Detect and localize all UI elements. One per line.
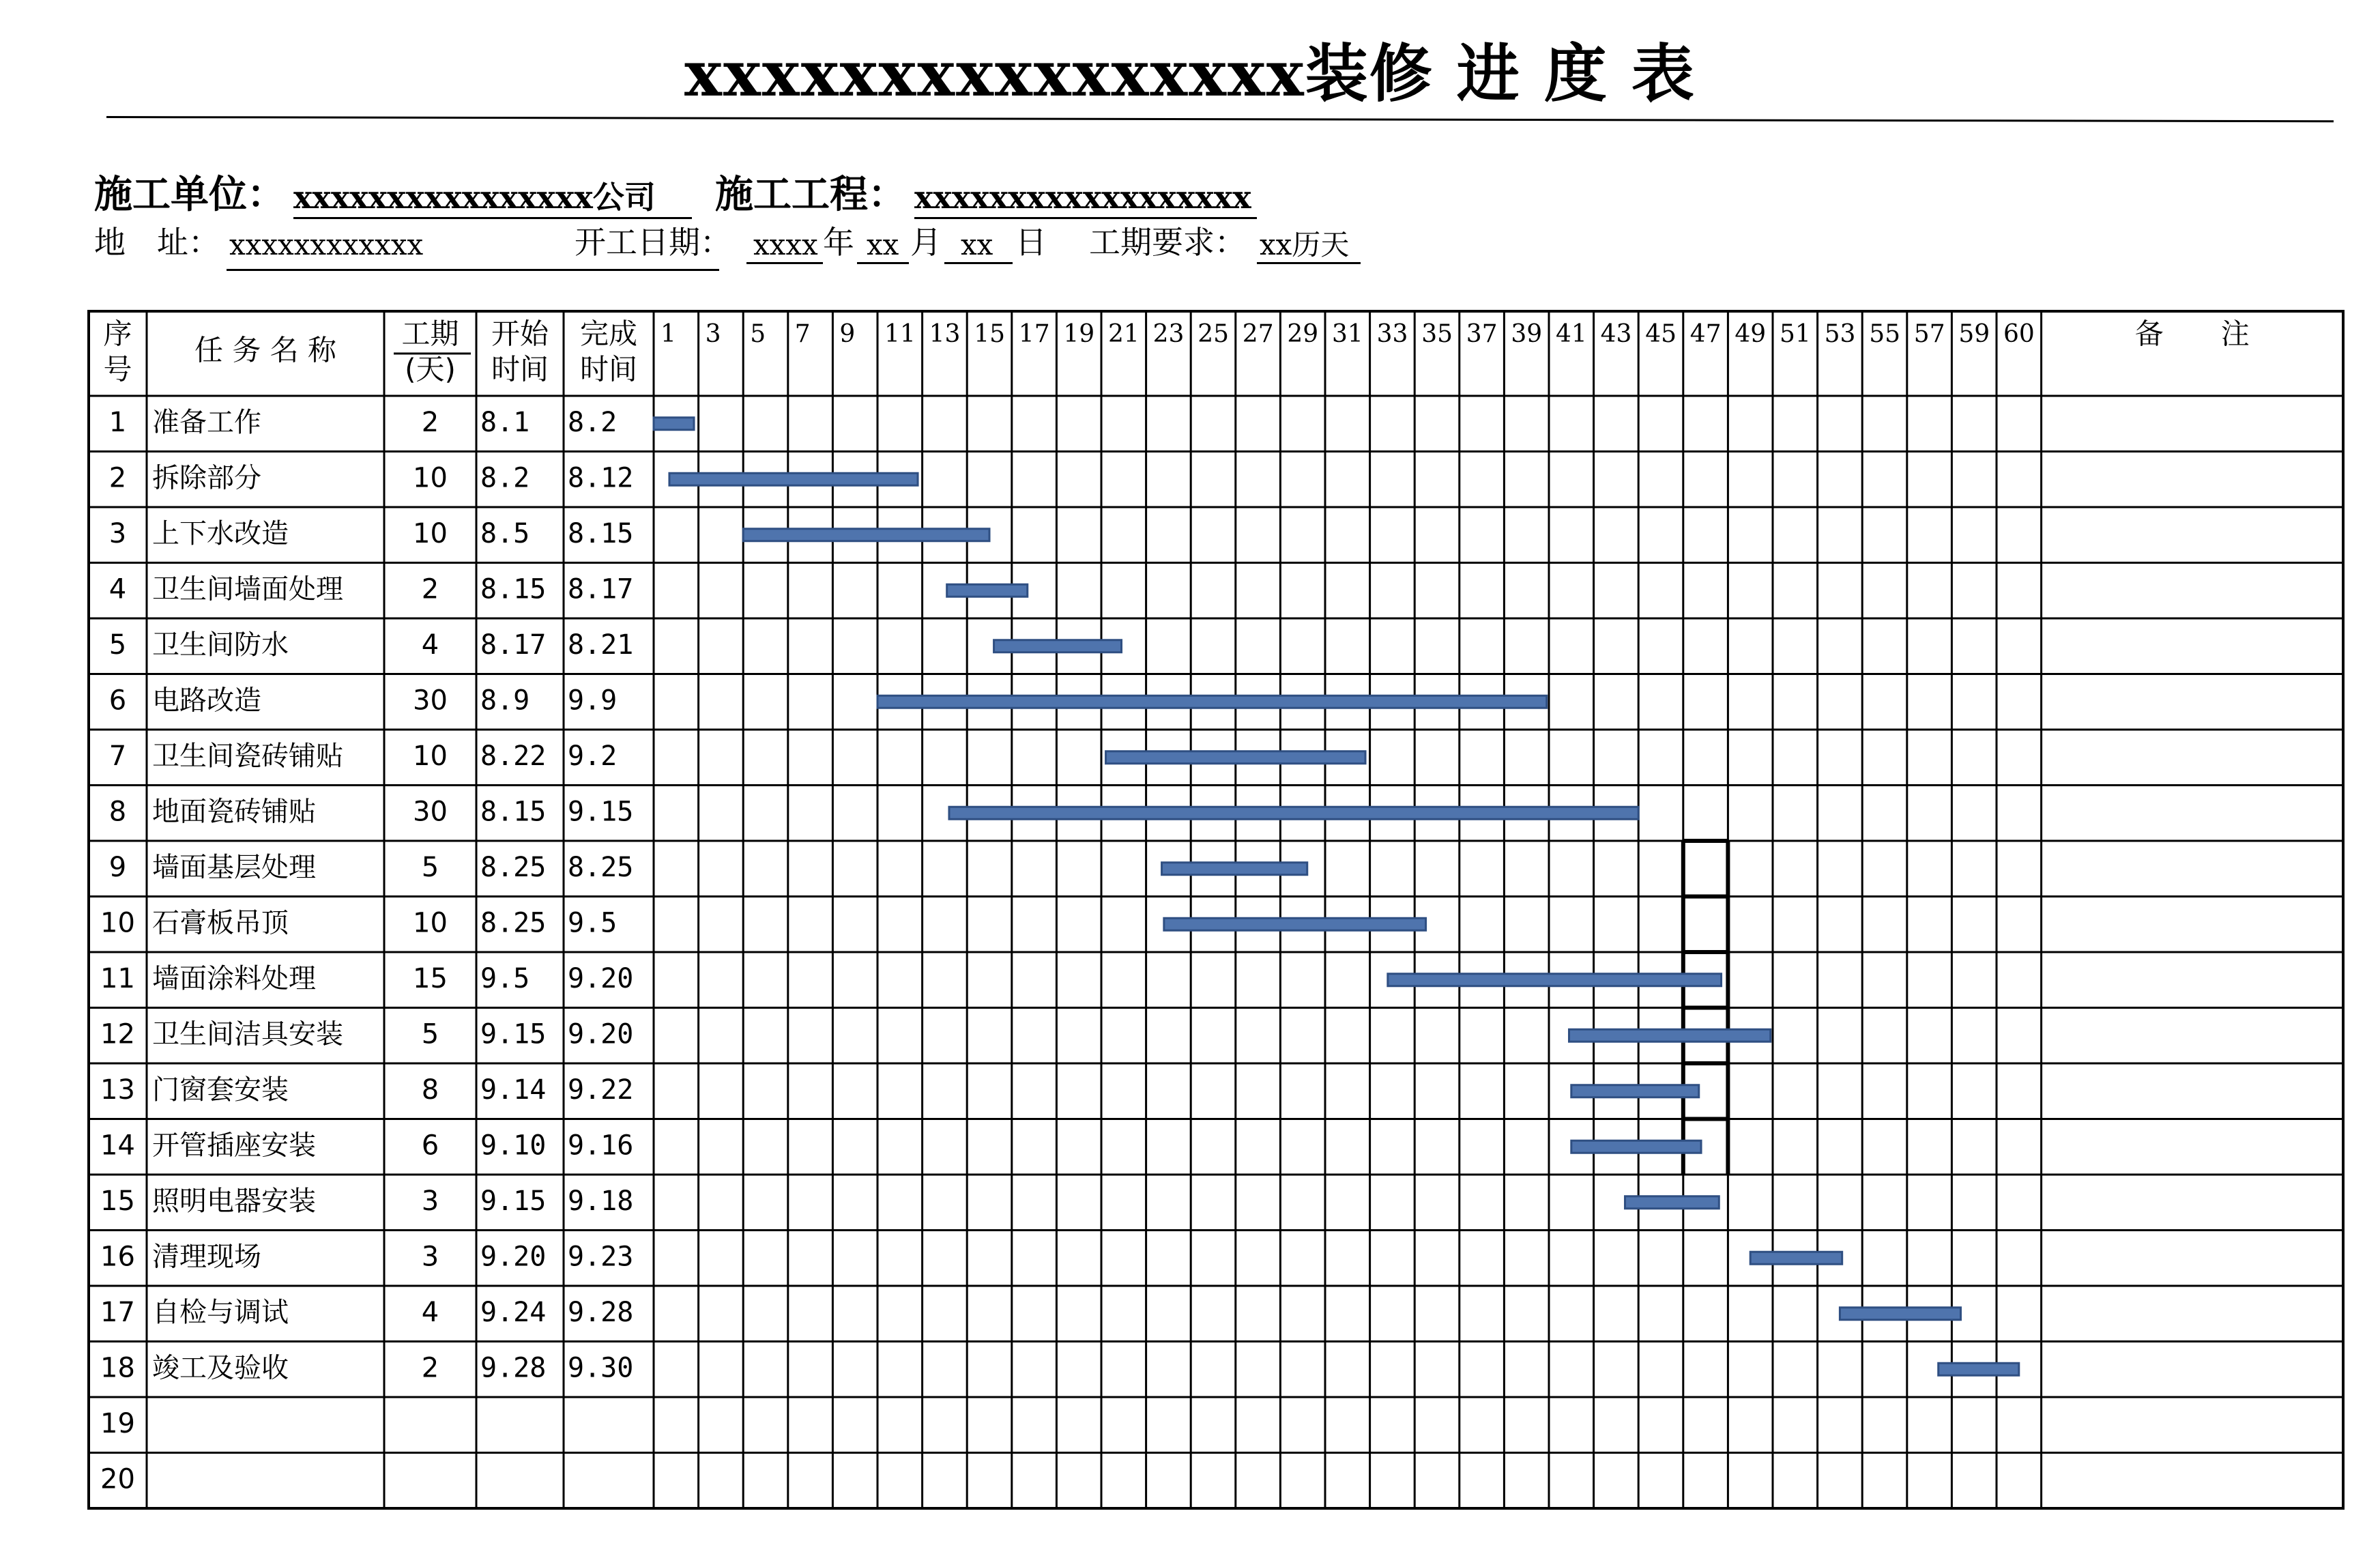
day-label: 25 [1198,320,1230,348]
task-duration: 15 [413,962,448,994]
task-name: 门窗套安装 [152,1074,289,1106]
task-name: 卫生间洁具安装 [152,1018,343,1050]
task-end: 9.18 [568,1185,634,1217]
task-start: 9.15 [480,1018,547,1050]
day-label: 3 [705,320,721,348]
day-label: 19 [1063,320,1095,348]
task-start: 8.15 [480,573,547,605]
gantt-bar [877,695,1547,708]
day-label: 49 [1735,320,1767,348]
day-label: 39 [1511,320,1543,348]
task-start: 9.15 [480,1185,547,1217]
days-header-top: 工期 [401,317,459,351]
task-end: 8.12 [568,462,634,494]
task-start: 8.22 [480,740,547,772]
gantt-bar [1750,1252,1842,1264]
task-end: 9.22 [568,1074,634,1106]
task-duration: 30 [413,796,448,828]
task-name: 电路改造 [152,685,261,717]
task-start: 8.9 [480,685,530,717]
task-duration: 10 [413,517,448,549]
project-value: xxxxxxxxxxxxxxxxxx [914,179,1251,216]
task-name: 拆除部分 [152,462,261,494]
task-start: 9.10 [480,1130,547,1162]
year-label: 年 [823,224,854,261]
day-label: 53 [1824,320,1856,348]
row-number: 2 [108,462,127,494]
address-label: 地 址： [94,224,220,261]
seq-header-top: 序 [103,317,132,351]
row-number: 5 [108,629,127,661]
task-name: 清理现场 [152,1241,261,1273]
project-label: 施工工程： [715,173,906,217]
day-label: 37 [1466,320,1498,348]
day-label: 47 [1689,320,1722,348]
row-number: 14 [100,1130,135,1162]
day-label: 41 [1556,320,1587,348]
gantt-bar [654,418,694,430]
task-duration: 8 [421,1074,439,1106]
day-label: 日 [1015,224,1047,261]
day-label: 21 [1108,320,1140,348]
task-end: 9.15 [568,796,634,828]
row-number: 16 [100,1241,135,1273]
row-number: 18 [100,1352,135,1384]
day-label: 29 [1287,320,1319,348]
page-title: xxxxxxxxxxxxxxxx装修 进 度 表 [684,37,1696,111]
task-name: 墙面基层处理 [152,851,316,883]
task-name: 照明电器安装 [152,1185,316,1217]
task-duration: 3 [421,1185,439,1217]
task-name: 竣工及验收 [152,1352,289,1384]
day-label: 11 [884,320,916,348]
day-label: 15 [974,320,1006,348]
row-number: 13 [100,1074,135,1106]
gantt-bar [994,640,1122,652]
task-name: 自检与调试 [152,1296,289,1328]
row-number: 11 [100,962,135,994]
gantt-bar [1939,1363,2019,1375]
task-name: 墙面涂料处理 [152,962,316,994]
task-name: 开管插座安装 [152,1130,316,1162]
start-header-bottom: 时间 [491,352,549,386]
task-end: 9.28 [568,1296,634,1328]
task-end: 9.5 [568,907,618,939]
day-label: 35 [1421,320,1453,348]
task-name: 卫生间防水 [152,629,289,661]
task-duration: 10 [413,462,448,494]
month-label: 月 [910,224,942,261]
task-name: 准备工作 [152,406,261,438]
task-end: 8.2 [568,406,618,438]
duration-value: xx历天 [1260,228,1350,261]
day-label: 9 [839,320,856,348]
day-label: 60 [2003,320,2035,348]
row-number: 12 [100,1018,135,1050]
start-date-label: 开工日期： [575,224,731,261]
row-number: 20 [100,1463,135,1495]
task-duration: 2 [421,1352,439,1384]
unit-label: 施工单位： [94,173,285,217]
row-number: 10 [100,907,135,939]
start-month: xx [867,228,899,261]
task-start: 8.25 [480,907,547,939]
gantt-bar [669,473,918,485]
task-name-header: 任 务 名 称 [194,333,337,367]
gantt-bar [743,529,989,541]
task-start: 8.2 [480,462,530,494]
task-start: 9.24 [480,1296,547,1328]
task-start: 8.25 [480,851,547,883]
day-label: 7 [794,320,811,348]
day-label: 5 [750,320,766,348]
task-start: 8.15 [480,796,547,828]
task-duration: 3 [421,1241,439,1273]
task-name: 卫生间瓷砖铺贴 [152,740,343,772]
task-duration: 2 [421,573,439,605]
address-value: xxxxxxxxxxxx [229,228,424,261]
day-label: 51 [1780,320,1811,348]
task-duration: 30 [413,685,448,717]
start-year: xxxx [753,228,818,261]
day-label: 59 [1958,320,1990,348]
task-start: 9.14 [480,1074,547,1106]
row-number: 7 [108,740,127,772]
task-end: 9.20 [568,1018,634,1050]
day-label: 45 [1645,320,1677,348]
start-day: xx [961,228,993,261]
gantt-bar [947,584,1028,597]
task-duration: 2 [421,406,439,438]
task-end: 9.9 [568,685,618,717]
day-label: 13 [929,320,961,348]
task-duration: 10 [413,907,448,939]
gantt-bar [1106,751,1365,764]
task-start: 8.5 [480,517,530,549]
gantt-bar [1571,1140,1701,1153]
day-label: 1 [661,320,676,348]
task-end: 8.15 [568,517,634,549]
task-duration: 4 [421,629,439,661]
days-header-bottom: (天) [405,352,456,386]
day-label: 17 [1018,320,1050,348]
task-start: 9.5 [480,962,530,994]
task-end: 9.30 [568,1352,634,1384]
day-label: 33 [1376,320,1408,348]
row-number: 17 [100,1296,135,1328]
row-number: 19 [100,1407,135,1439]
task-name: 石膏板吊顶 [152,907,289,939]
gantt-bar [1388,974,1722,986]
row-number: 15 [100,1185,135,1217]
unit-value: xxxxxxxxxxxxxxxx公司 [293,179,656,216]
task-start: 9.20 [480,1241,547,1273]
start-header-top: 开始 [491,317,549,351]
task-name: 上下水改造 [152,517,289,549]
row-number: 4 [108,573,127,605]
task-duration: 10 [413,740,448,772]
task-end: 8.21 [568,629,634,661]
row-number: 6 [108,685,127,717]
note-header: 备 注 [2134,317,2250,351]
gantt-bar [1162,863,1307,875]
day-label: 27 [1242,320,1274,348]
gantt-bar [1569,1029,1771,1041]
row-number: 8 [108,796,127,828]
duration-label: 工期要求： [1089,224,1246,261]
task-duration: 5 [421,1018,439,1050]
day-label: 31 [1332,320,1363,348]
gantt-bar [1164,918,1426,930]
day-label: 23 [1152,320,1185,348]
row-number: 1 [108,406,127,438]
task-end: 9.2 [568,740,618,772]
gantt-bar [949,807,1638,819]
task-end: 9.16 [568,1130,634,1162]
day-label: 57 [1913,320,1945,348]
gantt-bar [1840,1308,1960,1320]
task-duration: 4 [421,1296,439,1328]
row-number: 3 [108,517,127,549]
task-name: 卫生间墙面处理 [152,573,343,605]
gantt-bar [1625,1196,1719,1209]
task-end: 8.25 [568,851,634,883]
row-number: 9 [108,851,127,883]
task-end: 9.20 [568,962,634,994]
end-header-bottom: 时间 [579,352,638,386]
task-end: 8.17 [568,573,634,605]
task-duration: 5 [421,851,439,883]
gantt-bar [1571,1085,1699,1097]
task-start: 8.17 [480,629,547,661]
day-label: 43 [1600,320,1632,348]
day-label: 55 [1869,320,1901,348]
end-header-top: 完成 [579,317,638,351]
task-end: 9.23 [568,1241,634,1273]
task-start: 9.28 [480,1352,547,1384]
seq-header-bottom: 号 [103,352,132,386]
task-duration: 6 [421,1130,439,1162]
task-name: 地面瓷砖铺贴 [152,796,316,828]
task-start: 8.1 [480,406,530,438]
